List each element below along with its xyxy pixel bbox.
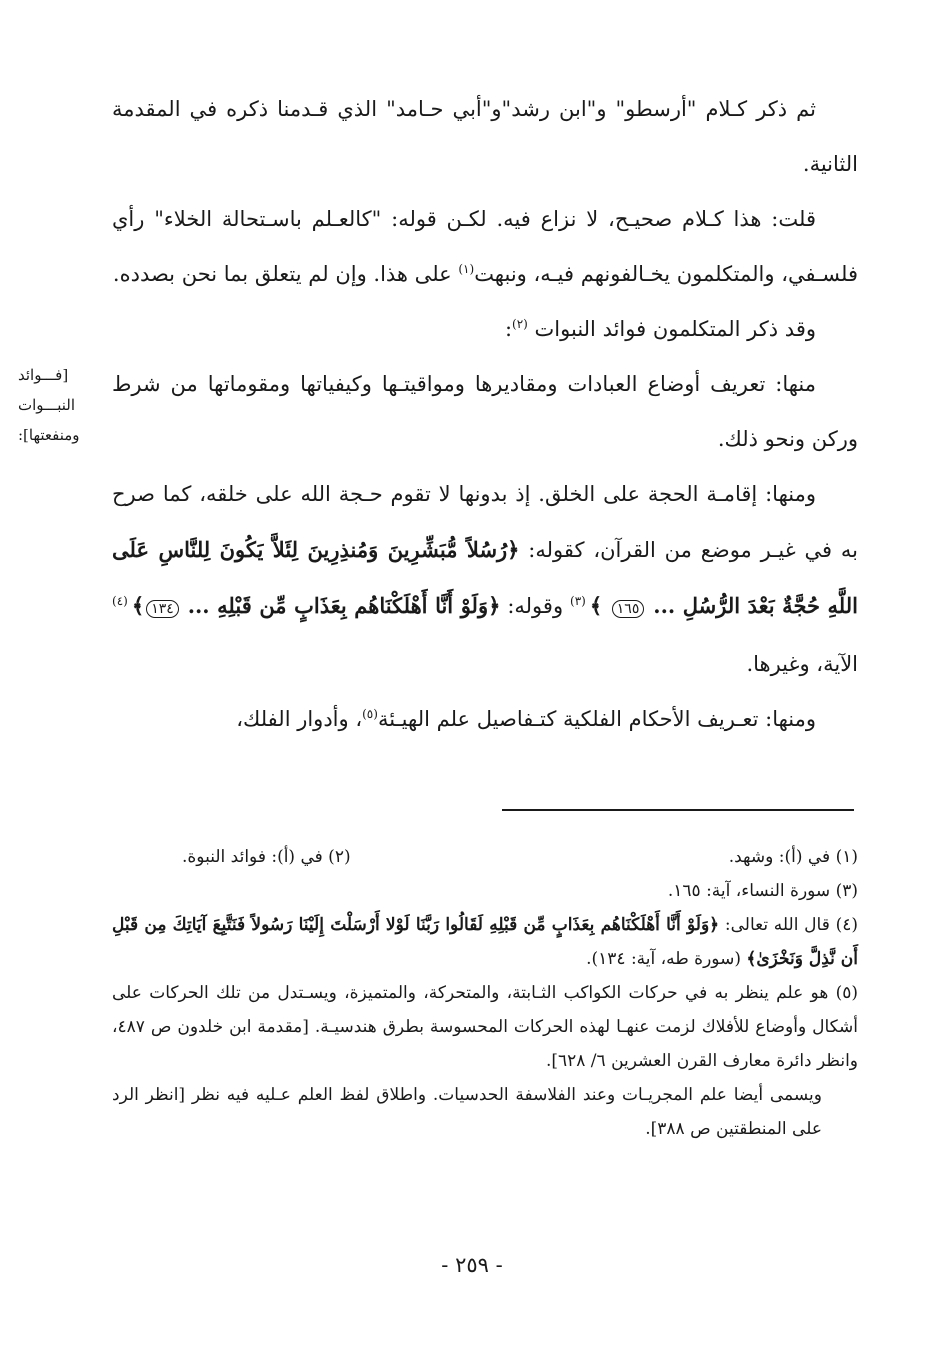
footnote-row-1-2 <box>112 840 858 874</box>
footnote-1: (١) في (أ): وشهد. <box>728 847 858 867</box>
footnote-ref-4[interactable]: (٤) <box>112 594 132 608</box>
footnote-ref-5[interactable]: (٥) <box>362 707 378 721</box>
main-text <box>112 82 858 747</box>
quran-quote-2: ﴿وَلَوْ أَنَّا أَهْلَكْنَاهُم بِعَذَابٍ مِّن قَبْلِهِ ... <box>187 593 501 618</box>
footnote-4: (٤) قال الله تعالى: ﴿وَلَوْ أَنَّا أَهْلَكْنَاهُم بِعَذَابٍ مِّن قَبْلِهِ لَقَالُوا رَبَّنَا لَوْلا أَرْسَلْتَ إِلَيْنَا رَسُولاً فَنَتَّبِعَ آيَاتِكَ مِن قَبْلِ أَن نَّذِلَّ وَنَخْزَىٰ﴾ (سورة طه، آية: ١٣٤). <box>112 915 858 969</box>
footnote-5: (٥) هو علم ينظر به في حركات الكواكب الثـابتة، والمتحركة، والمتميزة، ويسـتدل من تلك الحركات على أشكال وأوضاع للأفلاك لزمت عنهـا لهذه الحركات المحسوسة بطرق هندسيـة. [مقدمة ابن خلدون ص ٤٨٧، وانظر دائرة معارف القرن العشرين ٦/ ٦٢٨]. <box>112 983 858 1071</box>
footnote-ref-1[interactable]: (١) <box>458 262 475 276</box>
footnote-ref-3[interactable]: (٣) <box>570 594 590 608</box>
footnote-separator <box>502 809 854 811</box>
paragraph-3: وقد ذكر المتكلمون فوائد النبوات $^{(٢)}$: <box>504 317 816 341</box>
verse-number-1: ١٦٥ <box>612 600 645 618</box>
footnote-ref-2[interactable]: (٢) <box>512 317 528 331</box>
verse-number-2: ١٣٤ <box>146 600 179 618</box>
footnote-2: (٢) في (أ): فوائد النبوة. <box>182 847 351 867</box>
footnote-3: (٣) سورة النساء، آية: ١٦٥. <box>667 881 858 901</box>
paragraph-2: قلت: هذا كـلام صحيـح، لا نزاع فيه. لكـن قوله: "كالعـلم باسـتحالة الخلاء" رأي فلسـفي، والمتكلمون يخـالفونهم فيـه، ونبهت$^{(١)}$ على هذا. وإن لم يتعلق بما نحن بصدده. <box>112 207 858 286</box>
footnote-4-quran: ﴿وَلَوْ أَنَّا أَهْلَكْنَاهُم بِعَذَابٍ مِّن قَبْلِهِ لَقَالُوا رَبَّنَا لَوْلا أَرْسَلْتَ إِلَيْنَا رَسُولاً فَنَتَّبِعَ آيَاتِكَ مِن قَبْلِ أَن نَّذِلَّ وَنَخْزَىٰ﴾ <box>112 915 858 969</box>
paragraph-6: ومنها: تعـريف الأحكام الفلكية كتـفاصيل علم الهيـئة$^{(٥)}$، وأدوار الفلك، <box>236 707 816 731</box>
paragraph-4: منها: تعريف أوضاع العبادات ومقاديرها ومواقيتـها وكيفياتها ومقوماتها من شرط وركن ونحو ذلك. <box>112 372 858 451</box>
paragraph-5: ومنها: إقامـة الحجة على الخلق. إذ بدونها لا تقوم حـجة الله على خلقه، كما صرح به في غيـر موضع من القرآن، كقوله: ﴿رُسُلاً مُّبَشِّرِينَ وَمُنذِرِينَ لِئَلاَّ يَكُونَ لِلنَّاسِ عَلَى اللَّهِ حُجَّةٌ بَعْدَ الرُّسُلِ ... ١٦٥ ﴾ $^{(٣)}$ وقوله: ﴿وَلَوْ أَنَّا أَهْلَكْنَاهُم بِعَذَابٍ مِّن قَبْلِهِ ... ١٣٤﴾ $^{(٤)}$ الآية، وغيرها. <box>112 482 858 676</box>
footnote-5-continued: ويسمى أيضا علم المجريـات وعند الفلاسفة الحدسيات. واطلاق لفظ العلم عـليه فيه نظر [انظر الرد على المنطقتين ص ٣٨٨]. <box>112 1085 822 1139</box>
page-number: - ٢٥٩ - <box>441 1253 503 1277</box>
footnotes <box>112 840 858 1146</box>
margin-note: [فـــوائد النبـــوات ومنفعتها]: <box>18 366 80 444</box>
paragraph-1: ثم ذكر كـلام "أرسطو" و"ابن رشد"و"أبي حـامد" الذي قـدمنا ذكره في المقدمة الثانية. <box>112 97 858 176</box>
quran-quote-1: ﴿رُسُلاً مُّبَشِّرِينَ وَمُنذِرِينَ لِئَلاَّ يَكُونَ لِلنَّاسِ عَلَى اللَّهِ حُجَّةٌ بَعْدَ الرُّسُلِ ... <box>112 537 858 618</box>
